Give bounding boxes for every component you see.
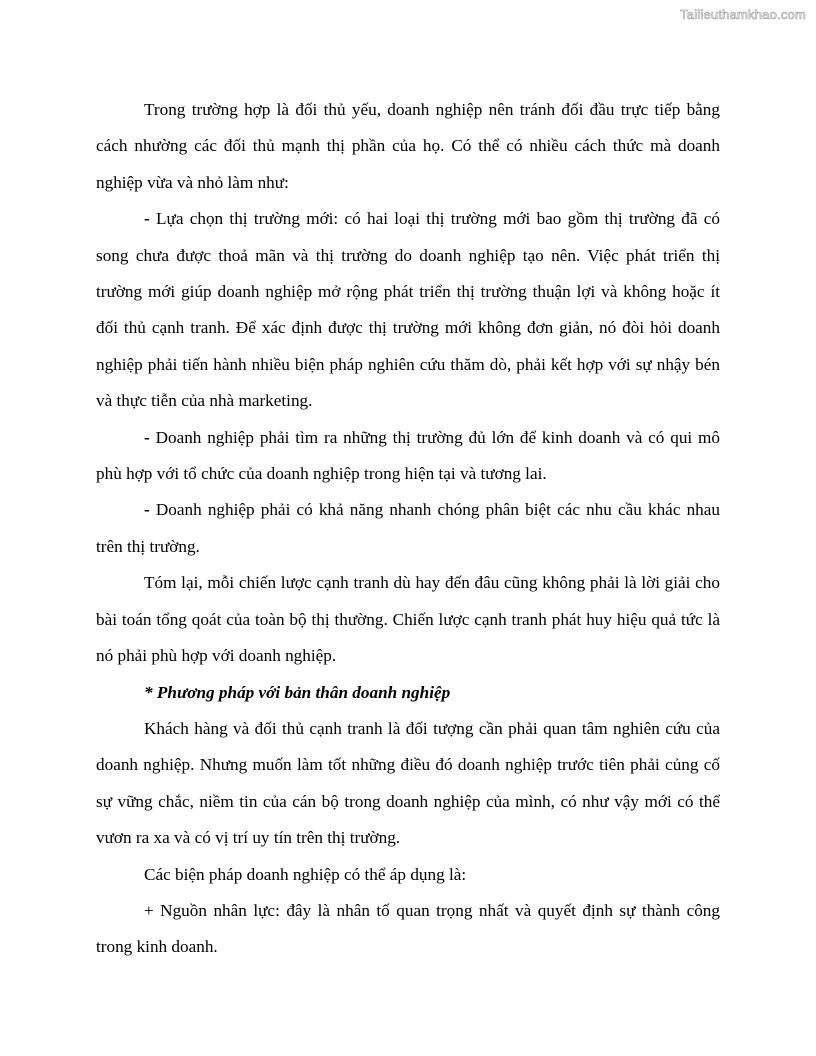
document-body: [96, 92, 720, 966]
section-heading: * Phương pháp với bản thân doanh nghiệp: [144, 682, 451, 702]
bullet-text: Doanh nghiệp phải tìm ra những thị trường đủ lớn để kinh doanh và có qui mô phù hợp với tổ chức của doanh nghiệp trong hiện tại và tương lai.: [96, 427, 720, 484]
bullet-text: Lựa chọn thị trường mới: có hai loại thị trường mới bao gồm thị trường đã có song chưa được thoả mãn và thị trường do doanh nghiệp tạo nên. Việc phát triển thị trường mới giúp doanh nghiệp mở rộng phát triển thị trường thuận lợi và không hoặc ít đối thủ cạnh tranh. Để xác định được thị trường mới không đơn giản, nó đòi hỏi doanh nghiệp phải tiến hành nhiều biện pháp nghiên cứu thăm dò, phải kết hợp với sự nhậy bén và thực tiễn của nhà marketing.: [96, 209, 721, 411]
bullet-dash: -: [144, 209, 150, 229]
paragraph-summary: Tóm lại, mỗi chiến lược cạnh tranh dù hay đến đâu cũng không phải là lời giải cho bài toán tổng qoát của toàn bộ thị thường. Chiến lược cạnh tranh phát huy hiệu quả tức là nó phải phù hợp với doanh nghiệp.: [96, 573, 720, 666]
bullet-dash: -: [144, 427, 150, 447]
bullet-distinguish-needs: [96, 492, 720, 565]
watermark: Tailieuthamkhao.com: [680, 7, 806, 22]
paragraph-human-resources: + Nguồn nhân lực: đây là nhân tố quan trọng nhất và quyết định sự thành công trong kinh doanh.: [96, 900, 720, 957]
paragraph-customers: Khách hàng và đối thủ cạnh tranh là đối tượng cần phải quan tâm nghiên cứu của doanh nghiệp. Nhưng muốn làm tốt những điều đó doanh nghiệp trước tiên phải củng cố sự vững chắc, niềm tin của cán bộ trong doanh nghiệp của mình, có như vậy mới có thể vươn ra xa và có vị trí uy tín trên thị trường.: [96, 718, 720, 848]
paragraph-intro: Trong trường hợp là đối thủ yếu, doanh nghiệp nên tránh đối đầu trực tiếp bằng cách nhường các đối thủ mạnh thị phần của họ. Có thể có nhiều cách thức mà doanh nghiệp vừa và nhỏ làm như:: [96, 100, 720, 192]
bullet-new-market: [96, 201, 720, 419]
paragraph-measures-intro: Các biện pháp doanh nghiệp có thể áp dụng là:: [144, 864, 467, 884]
bullet-text: Doanh nghiệp phải có khả năng nhanh chóng phân biệt các nhu cầu khác nhau trên thị trường.: [96, 500, 720, 556]
bullet-large-market: [96, 420, 720, 493]
bullet-dash: -: [144, 500, 150, 520]
